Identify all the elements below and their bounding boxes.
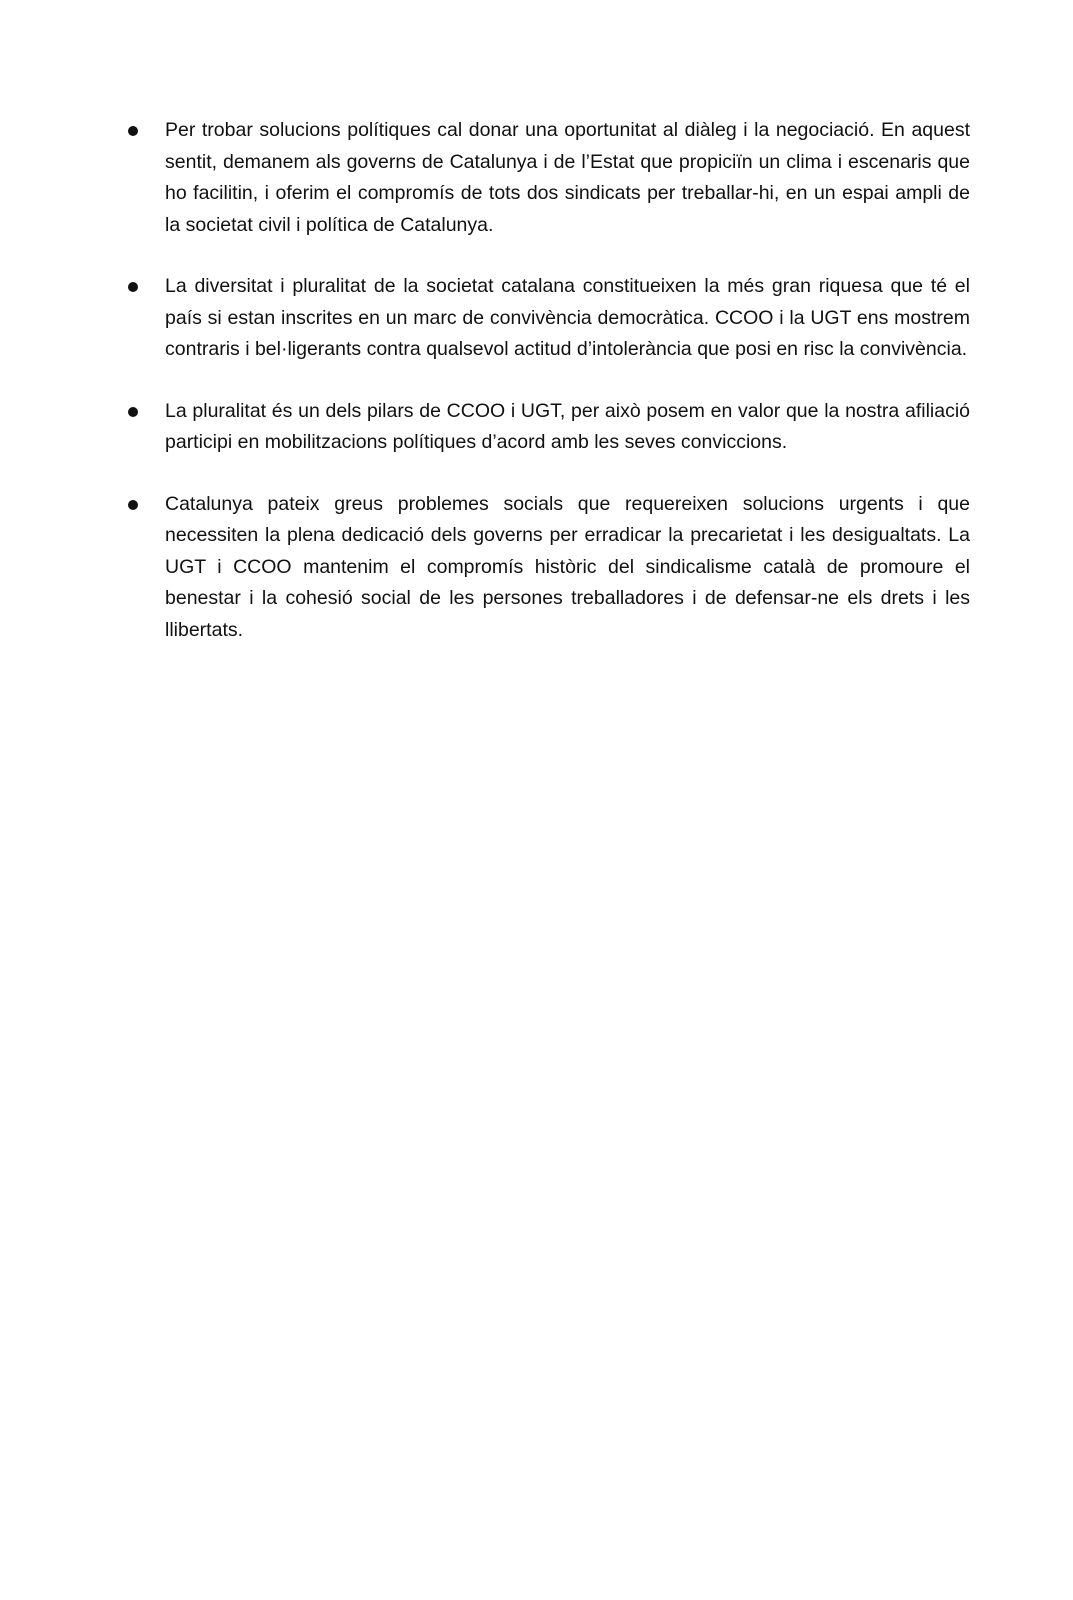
bullet-item-diversity	[125, 271, 970, 366]
bullet-list	[125, 115, 970, 676]
bullet-text: La pluralitat és un dels pilars de CCOO i UGT, per això posem en valor que la nostra afiliació participi en mobilitzacions polítiques d’acord amb les seves conviccions.	[165, 399, 970, 453]
bullet-dot-icon	[128, 500, 138, 510]
bullet-dot-icon	[128, 126, 138, 136]
bullet-item-dialogue	[125, 115, 970, 241]
bullet-item-social-problems	[125, 489, 970, 647]
bullet-text: Per trobar solucions polítiques cal donar una oportunitat al diàleg i la negociació. En aquest sentit, demanem als governs de Catalunya i de l’Estat que propiciïn un clima i escenaris que ho facilitin, i oferim el compromís de tots dos sindicats per treballar-hi, en un espai ampli de la societat civil i política de Catalunya.	[165, 119, 970, 236]
bullet-text: Catalunya pateix greus problemes socials que requereixen solucions urgents i que necessiten la plena dedicació dels governs per erradicar la precarietat i les desigualtats. La UGT i CCOO mantenim el compromís històric del sindicalisme català de promoure el benestar i la cohesió social de les persones treballadores i de defensar-ne els drets i les llibertats.	[165, 492, 970, 641]
bullet-text: La diversitat i pluralitat de la societat catalana constitueixen la més gran riquesa que té el país si estan inscrites en un marc de convivència democràtica. CCOO i la UGT ens mostrem contraris i bel·ligerants contra qualsevol actitud d’intolerància que posi en risc la convivència.	[165, 275, 970, 360]
bullet-dot-icon	[128, 282, 138, 292]
bullet-item-plurality	[125, 396, 970, 459]
bullet-dot-icon	[128, 407, 138, 417]
